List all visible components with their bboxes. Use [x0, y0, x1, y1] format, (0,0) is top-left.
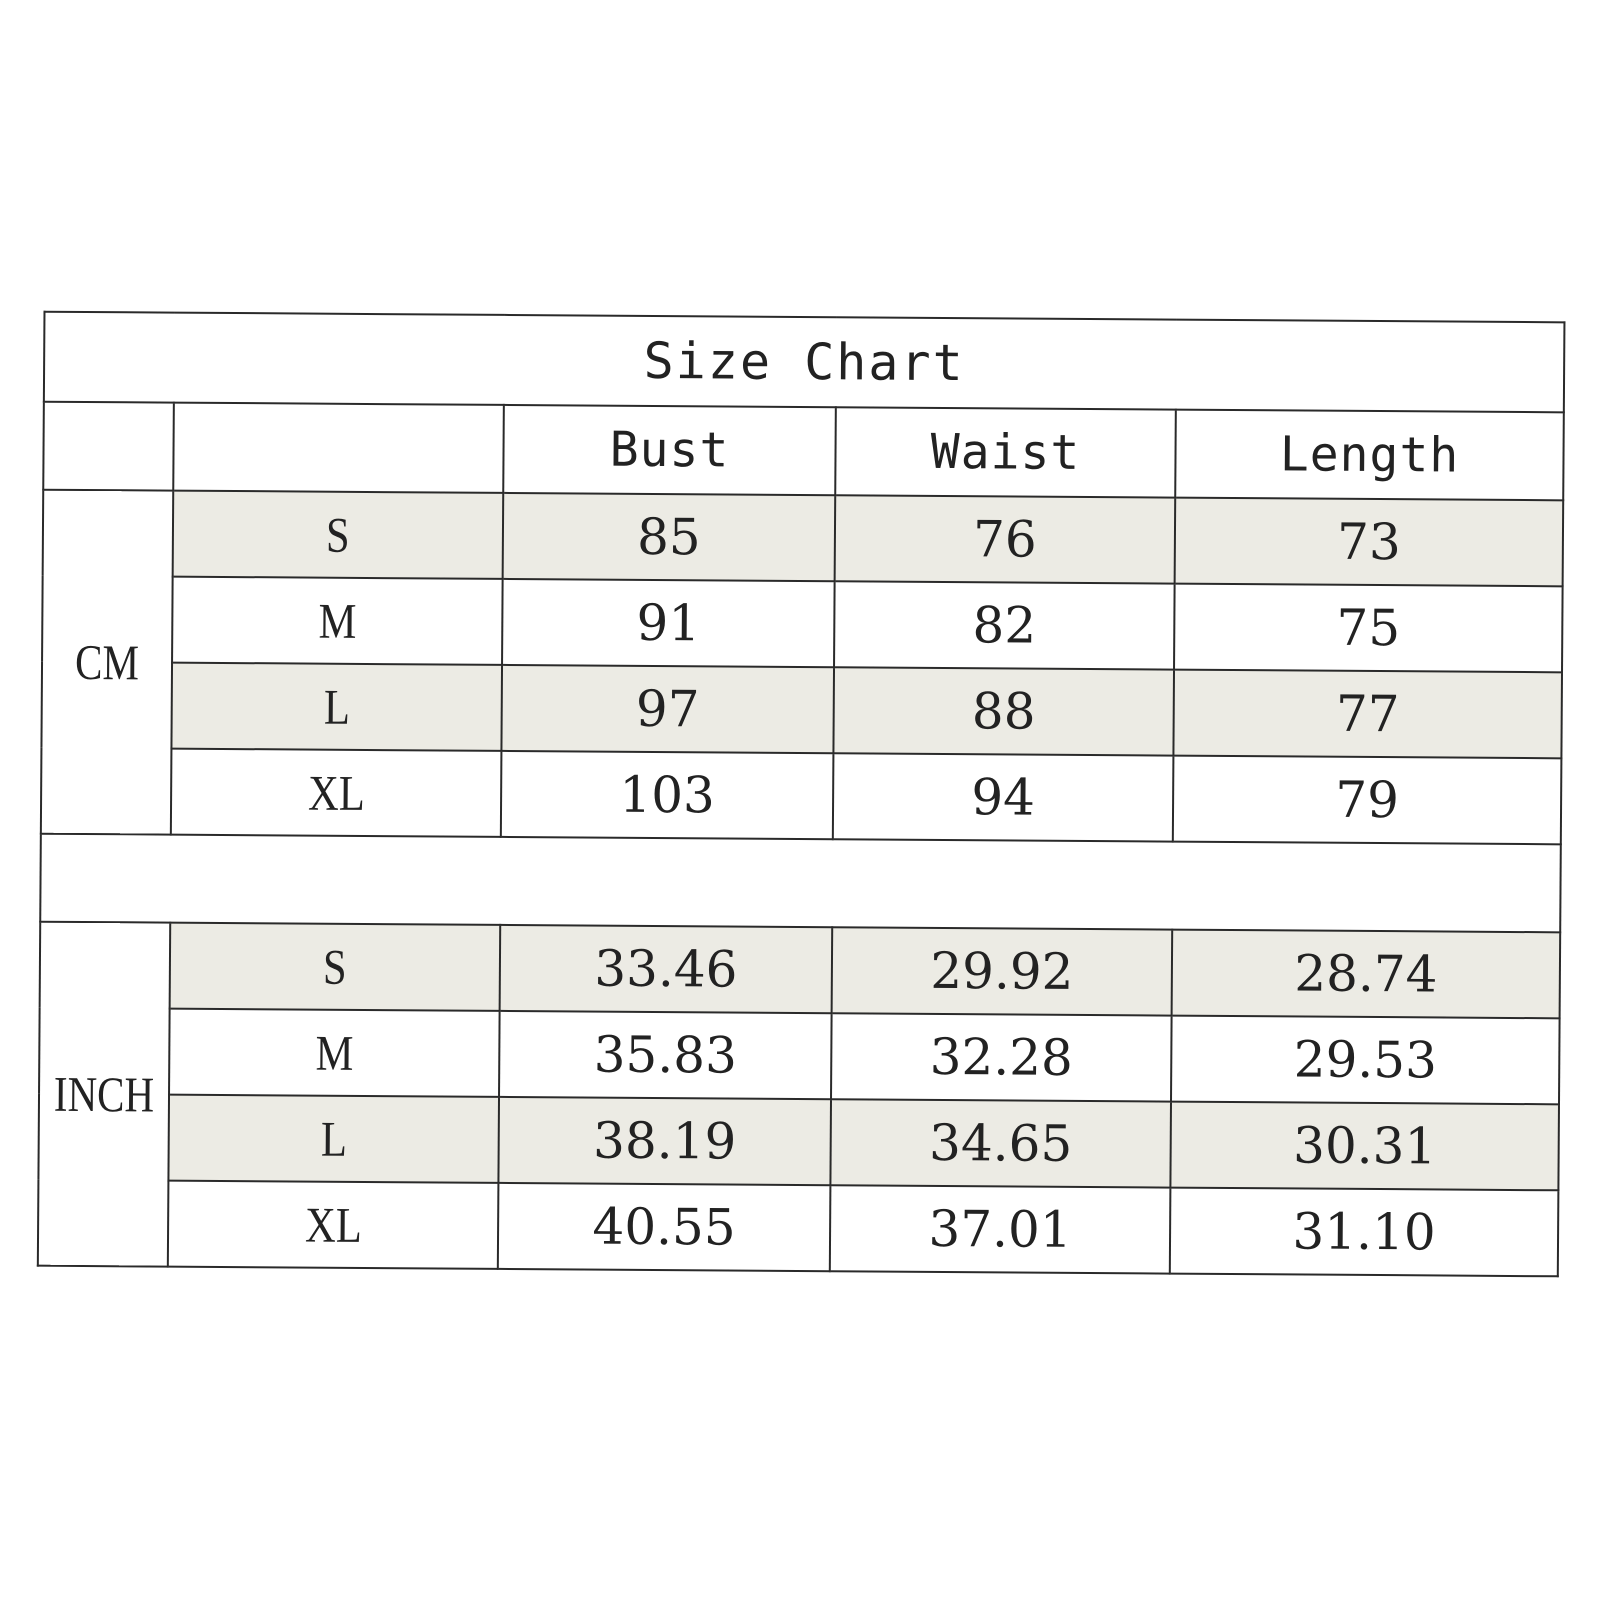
size-text: S — [325, 506, 350, 563]
length-value: 28.74 — [1172, 930, 1561, 1019]
length-value: 77 — [1173, 670, 1562, 759]
size-text: L — [320, 1110, 347, 1167]
bust-value: 103 — [501, 751, 834, 839]
size-label — [168, 1095, 499, 1183]
bust-value: 40.55 — [498, 1183, 831, 1271]
length-value: 75 — [1174, 584, 1563, 673]
waist-value: 32.28 — [831, 1013, 1172, 1101]
table-row — [40, 922, 1561, 1019]
waist-value: 34.65 — [830, 1099, 1171, 1187]
header-empty-unit — [43, 402, 174, 491]
bust-value: 38.19 — [498, 1097, 831, 1185]
size-chart — [37, 311, 1564, 1318]
table-row — [41, 662, 1562, 759]
waist-value: 88 — [833, 667, 1174, 755]
size-label — [168, 1181, 499, 1269]
bust-value: 33.46 — [500, 925, 833, 1013]
table-row — [39, 1008, 1560, 1105]
bust-value: 91 — [502, 579, 835, 667]
header-row — [43, 402, 1564, 501]
chart-title: Size Chart — [44, 312, 1565, 413]
bust-value: 35.83 — [499, 1011, 832, 1099]
spacer-row — [40, 834, 1561, 933]
table-row — [43, 490, 1564, 587]
size-label — [172, 577, 503, 665]
bust-value: 97 — [501, 665, 834, 753]
size-text: L — [323, 678, 350, 735]
length-value: 30.31 — [1170, 1102, 1559, 1191]
unit-label-cm: CM — [53, 490, 162, 835]
header-waist: Waist — [835, 407, 1176, 497]
unit-label-inch: INCH — [50, 922, 159, 1267]
size-text: M — [315, 1024, 354, 1081]
size-label — [171, 663, 502, 751]
length-value: 29.53 — [1171, 1016, 1560, 1105]
waist-value: 82 — [834, 581, 1175, 669]
title-row — [44, 312, 1565, 413]
table-row — [42, 576, 1563, 673]
size-text: XL — [307, 764, 365, 821]
bust-value: 85 — [503, 493, 836, 581]
size-text: XL — [304, 1196, 362, 1253]
spacer-cell — [40, 834, 1561, 933]
waist-value: 37.01 — [830, 1185, 1171, 1273]
length-value: 79 — [1173, 756, 1562, 845]
size-text: M — [318, 592, 357, 649]
header-bust: Bust — [503, 405, 836, 495]
size-label — [171, 749, 502, 837]
table-row — [41, 748, 1562, 845]
waist-value: 76 — [835, 495, 1176, 583]
size-label — [170, 923, 501, 1011]
waist-value: 29.92 — [832, 927, 1173, 1015]
size-label — [173, 491, 504, 579]
size-label — [169, 1009, 500, 1097]
table-row — [38, 1094, 1559, 1191]
size-text: S — [322, 938, 347, 995]
header-empty-size — [173, 403, 504, 493]
waist-value: 94 — [833, 753, 1174, 841]
table-row — [38, 1180, 1559, 1277]
header-length: Length — [1175, 410, 1564, 501]
length-value: 73 — [1175, 498, 1564, 587]
length-value: 31.10 — [1170, 1188, 1559, 1277]
size-chart-table — [37, 311, 1566, 1278]
